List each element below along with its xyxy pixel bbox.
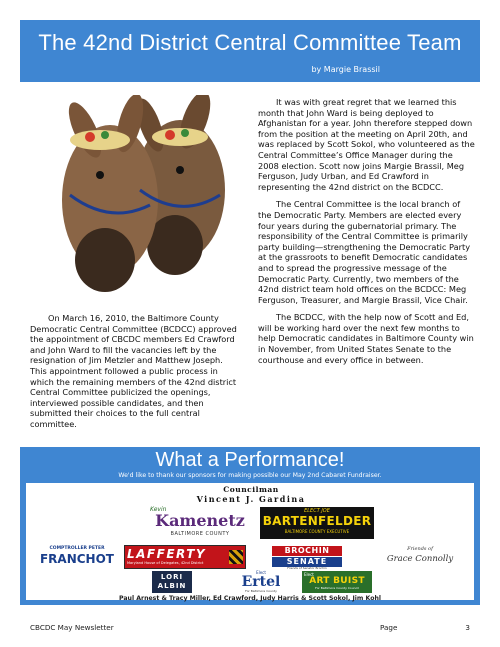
- franchot-name: FRANCHOT: [39, 552, 114, 566]
- kamenetz-sub: BALTIMORE COUNTY: [170, 531, 230, 537]
- connolly-name: Grace Connolly: [386, 554, 454, 564]
- maryland-flag-icon: [229, 550, 243, 564]
- individual-sponsors: Paul Arnest & Tracy Miller, Ed Crawford, Judy Harris & Scott Sokol, Jim Kohl: [119, 595, 381, 602]
- left-column: [30, 313, 242, 437]
- albin-last: ALBIN: [157, 582, 187, 590]
- page-label: Page: [380, 623, 398, 632]
- kamenetz-name: Kamenetz: [155, 511, 245, 530]
- newsletter-name: CBCDC May Newsletter: [30, 623, 114, 632]
- brochin-name: BROCHIN: [272, 546, 342, 556]
- buist-elect: Elect: [304, 572, 314, 577]
- albin-first: LORI: [160, 573, 184, 581]
- article-paragraph: On March 16, 2010, the Baltimore County Democratic Central Committee (BCDCC) approved the appointment of CBCDC members Ed Crawford and John Ward to fill the vacancies left by the resignation of Jim Metzler and Matthew Joseph. This appointment followed a public process in which the remaining members of the 42nd district Central Committee publicized the openings, interviewed possible candidates, and then submitted their choices to the full central committee.: [30, 313, 237, 429]
- ertel-elect: Elect: [256, 570, 266, 575]
- brochin-logo: [272, 545, 342, 571]
- bartenfelder-name: BARTENFELDER: [262, 514, 372, 528]
- ertel-logo: [226, 571, 296, 595]
- right-column: [258, 97, 476, 372]
- ertel-sub: For Baltimore County: [245, 589, 277, 593]
- bartenfelder-elect: ELECT JOE: [304, 508, 330, 514]
- brochin-senate: SENATE: [272, 557, 342, 567]
- article-paragraph: The BCDCC, with the help now of Scott and Ed, will be working hard over the next few months to help Democratic candidates in Baltimore County win in November, from United States Senate to the courthouse and every office in between.: [258, 312, 474, 365]
- bartenfelder-sub: BALTIMORE COUNTY EXECUTIVE: [284, 529, 350, 534]
- lafferty-name: LAFFERTY: [127, 547, 207, 561]
- sponsor-logos: [26, 483, 474, 600]
- byline: by Margie Brassil: [311, 65, 380, 74]
- article-paragraph: It was with great regret that we learned this month that John Ward is being deployed to Afghanistan for a year. John therefore stepped down from the position at the meeting on April 20th, and was replaced by Scott Sokol, who volunteered as the Central Committee’s Office Manager during the 2008 election. Scott now joins Margie Brassil, Meg Ferguson, Judy Urban, and Ed Crawford in representing the 42nd district on the BCDCC.: [258, 97, 475, 192]
- sponsors-section: [20, 447, 480, 605]
- ertel-name: Ertel: [241, 574, 281, 590]
- kamenetz-logo: [144, 507, 256, 541]
- councilman-name: Vincent J. Gardina: [196, 494, 306, 504]
- franchot-title: COMPTROLLER PETER: [49, 546, 105, 551]
- bartenfelder-logo: [260, 507, 374, 539]
- donkeys-photo: [30, 95, 240, 300]
- article-paragraph: The Central Committee is the local branch of the Democratic Party. Members are elected every four years during the gubernatorial primary. The responsibility of the Central Committee is primarily party building—strengthening the Democratic Party at the grassroots to benefit Democratic candidates and to spread the progressive message of the Democratic Party. Currently, two members of the 42nd district team hold offices on the BCDCC: Meg Ferguson, Treasurer, and Margie Brassil, Vice Chair.: [258, 199, 471, 305]
- franchot-logo: [32, 547, 122, 571]
- sponsors-heading: What a Performance!: [155, 449, 345, 471]
- brochin-sub: Friends of Senator Brochin: [287, 566, 327, 570]
- kamenetz-first: Kevin: [150, 506, 167, 513]
- buist-sub: For Baltimore County Council: [315, 586, 359, 590]
- page-number: 3: [465, 623, 470, 632]
- sponsors-thanks: We'd like to thank our sponsors for making possible our May 2nd Cabaret Fundraiser.: [118, 472, 382, 479]
- title-banner: [20, 20, 480, 82]
- article-title: The 42nd District Central Committee Team: [38, 30, 462, 55]
- lafferty-sub: Maryland House of Delegates, 42nd District: [127, 561, 204, 565]
- councilman-line: Councilman: [223, 485, 279, 494]
- buist-name: ART BUIST: [309, 576, 365, 586]
- connolly-logo: [370, 547, 470, 573]
- albin-logo: [152, 571, 192, 593]
- connolly-friends: Friends of: [407, 546, 433, 552]
- lafferty-logo: [124, 545, 246, 569]
- buist-logo: [302, 571, 372, 593]
